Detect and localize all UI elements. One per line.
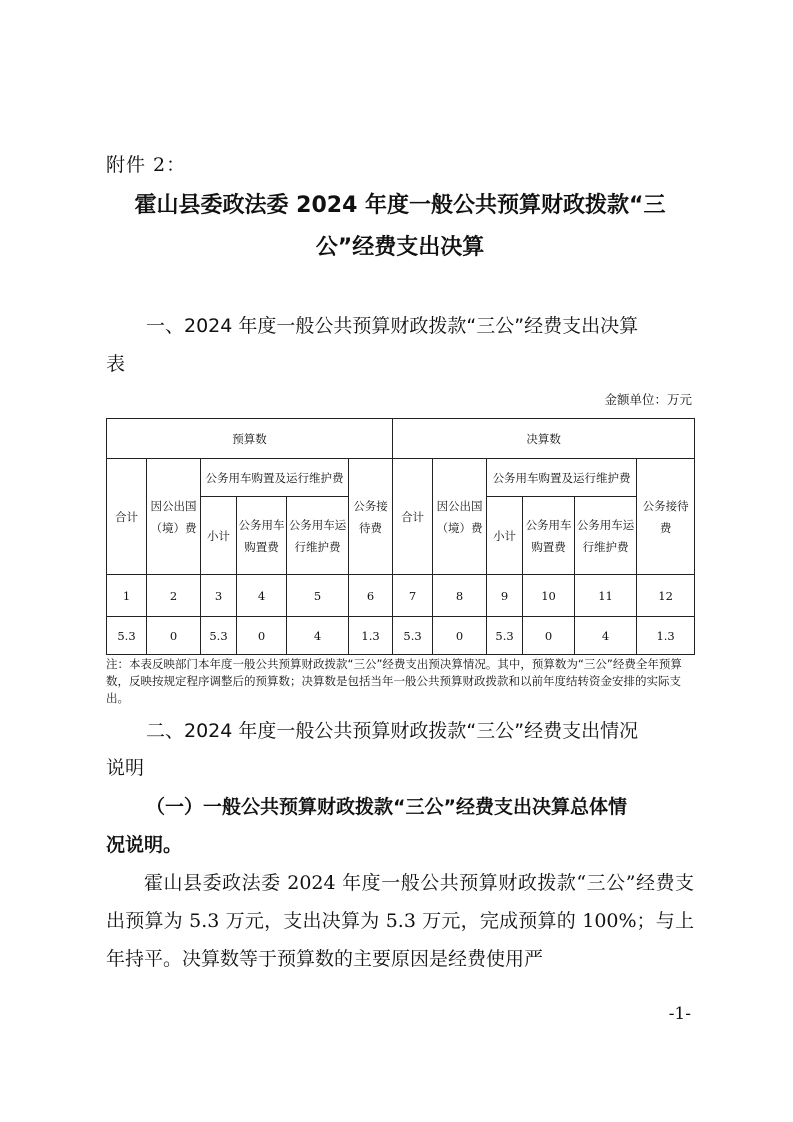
- value-cell: 1.3: [349, 617, 393, 655]
- index-cell: 1: [107, 575, 147, 617]
- value-cell: 5.3: [393, 617, 433, 655]
- header-final-vehicle: 公务用车购置及运行维护费: [487, 459, 637, 497]
- header-final-abroad: 因公出国（境）费: [433, 459, 487, 575]
- three-public-expense-table: [106, 418, 695, 655]
- value-cell: 0: [523, 617, 575, 655]
- header-budget-total: 合计: [107, 459, 147, 575]
- subsection1-heading-line1: （一）一般公共预算财政拨款“三公”经费支出决算总体情: [146, 796, 627, 818]
- header-budget-purchase: 公务用车购置费: [237, 497, 287, 575]
- value-cell: 1.3: [637, 617, 695, 655]
- index-cell: 6: [349, 575, 393, 617]
- header-budget-subtotal: 小计: [201, 497, 237, 575]
- value-row: [107, 617, 695, 655]
- index-cell: 5: [287, 575, 349, 617]
- section1-heading-line1: 一、2024 年度一般公共预算财政拨款“三公”经费支出决算: [146, 315, 639, 337]
- index-cell: 2: [147, 575, 201, 617]
- index-cell: 9: [487, 575, 523, 617]
- header-final-reception: 公务接待费: [637, 459, 695, 575]
- index-row: [107, 575, 695, 617]
- index-cell: 8: [433, 575, 487, 617]
- value-cell: 4: [575, 617, 637, 655]
- section2-heading-line1: 二、2024 年度一般公共预算财政拨款“三公”经费支出情况: [146, 720, 639, 742]
- index-cell: 10: [523, 575, 575, 617]
- body-paragraph: 霍山县委政法委 2024 年度一般公共预算财政拨款“三公”经费支出预算为 5.3 万元，支出决算为 5.3 万元，完成预算的 100%；与上年持平。决算数等于预算数的主要原因是经费使用严: [106, 872, 694, 970]
- header-budget-vehicle: 公务用车购置及运行维护费: [201, 459, 349, 497]
- value-cell: 5.3: [201, 617, 237, 655]
- document-title-line2: 公”经费支出决算: [315, 235, 485, 260]
- value-cell: 4: [287, 617, 349, 655]
- header-final-total: 合计: [393, 459, 433, 575]
- value-cell: 5.3: [107, 617, 147, 655]
- section1-heading-line2: 表: [106, 353, 126, 375]
- value-cell: 0: [237, 617, 287, 655]
- value-cell: 5.3: [487, 617, 523, 655]
- index-cell: 3: [201, 575, 237, 617]
- header-budget-abroad: 因公出国（境）费: [147, 459, 201, 575]
- attachment-label: 附件 2：: [106, 154, 187, 176]
- section2-heading-line2: 说明: [106, 757, 145, 779]
- table-note: 注：本表反映部门本年度一般公共预算财政拨款“三公”经费支出预决算情况。其中，预算数为“三公”经费全年预算数，反映按规定程序调整后的预算数；决算数是包括当年一般公共预算财政拨款和以前年度结转资金安排的实际支出。: [106, 657, 682, 705]
- header-budget-operation: 公务用车运行维护费: [287, 497, 349, 575]
- header-budget-reception: 公务接待费: [349, 459, 393, 575]
- header-final-subtotal: 小计: [487, 497, 523, 575]
- index-cell: 12: [637, 575, 695, 617]
- value-cell: 0: [147, 617, 201, 655]
- index-cell: 4: [237, 575, 287, 617]
- index-cell: 11: [575, 575, 637, 617]
- header-final: 决算数: [393, 419, 695, 459]
- page-number: -1-: [668, 1004, 691, 1024]
- header-final-purchase: 公务用车购置费: [523, 497, 575, 575]
- header-budget: 预算数: [107, 419, 393, 459]
- index-cell: 7: [393, 575, 433, 617]
- header-final-operation: 公务用车运行维护费: [575, 497, 637, 575]
- document-title-line1: 霍山县委政法委 2024 年度一般公共预算财政拨款“三: [134, 193, 666, 218]
- value-cell: 0: [433, 617, 487, 655]
- subsection1-heading-line2: 况说明。: [106, 834, 183, 856]
- amount-unit: 金额单位：万元: [604, 392, 692, 407]
